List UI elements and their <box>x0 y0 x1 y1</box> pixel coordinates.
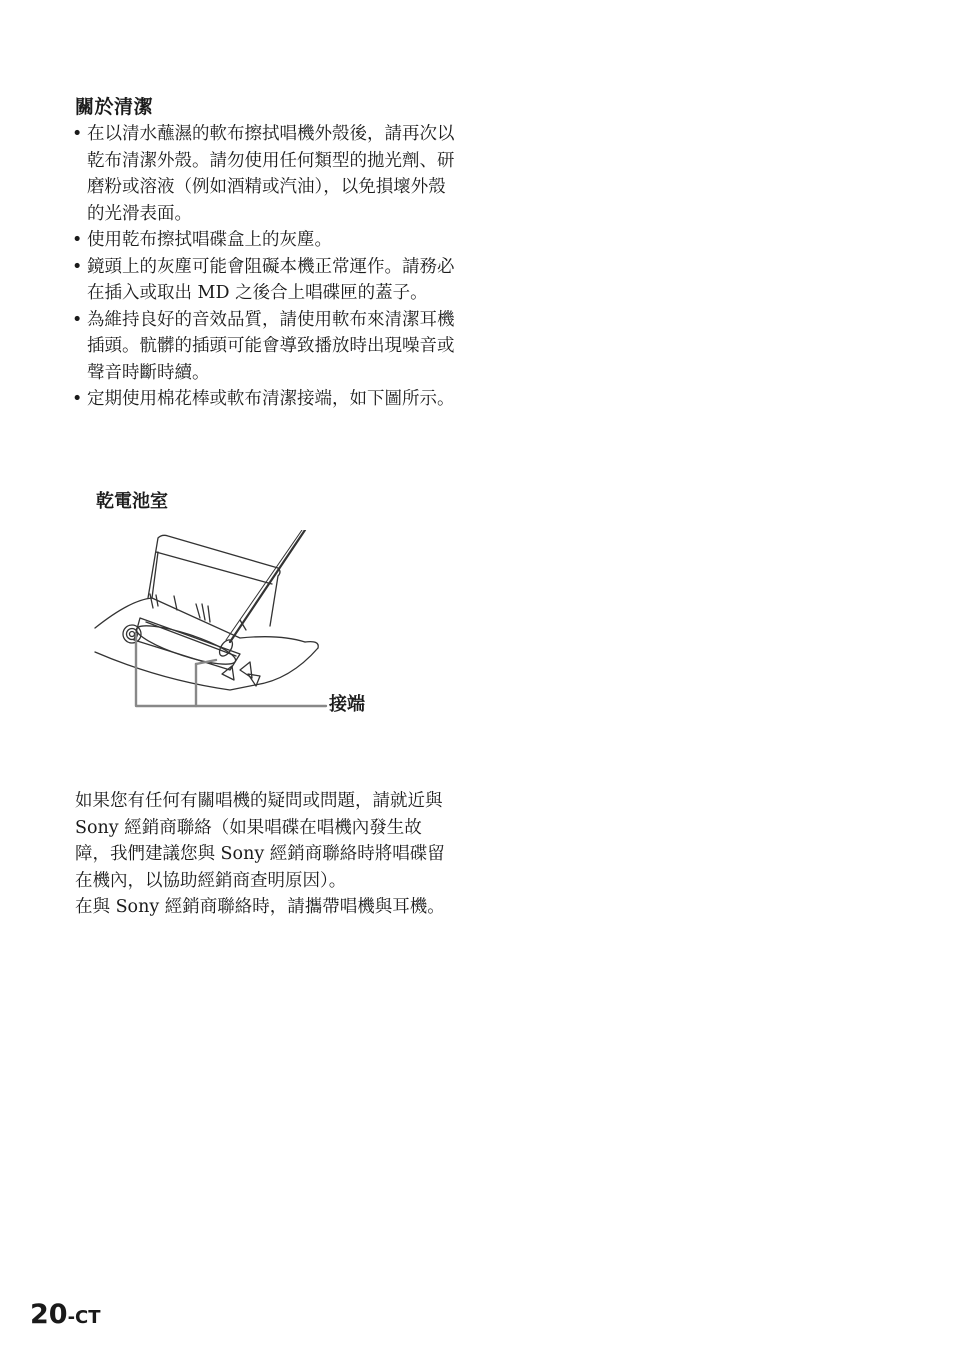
terminal-callout-label: 接端 <box>329 694 365 715</box>
page-number-digits: 20 <box>30 1299 68 1330</box>
list-item: • 定期使用棉花棒或軟布清潔接端，如下圖所示。 <box>72 386 457 413</box>
battery-compartment-illustration <box>90 530 330 715</box>
page-number <box>30 1299 101 1330</box>
list-item: • 為維持良好的音效品質，請使用軟布來清潔耳機插頭。骯髒的插頭可能會導致播放時出現噪音或聲音時斷時續。 <box>72 307 457 387</box>
figure-title: 乾電池室 <box>96 491 168 512</box>
list-item: • 使用乾布擦拭唱碟盒上的灰塵。 <box>72 227 457 254</box>
paragraph: 如果您有任何有關唱機的疑問或問題，請就近與 Sony 經銷商聯絡（如果唱碟在唱機內發生故障，我們建議您與 Sony 經銷商聯絡時將唱碟留在機內，以協助經銷商查明原因）。 <box>75 791 445 891</box>
list-item: • 鏡頭上的灰塵可能會阻礙本機正常運作。請務必在插入或取出 MD 之後合上唱碟匣的蓋子。 <box>72 254 457 307</box>
paragraph: 在與 Sony 經銷商聯絡時，請攜帶唱機與耳機。 <box>75 897 445 917</box>
contact-notes <box>75 788 455 921</box>
list-item: • 在以清水蘸濕的軟布擦拭唱機外殼後，請再次以乾布清潔外殼。請勿使用任何類型的拋光劑、研磨粉或溶液（例如酒精或汽油），以免損壞外殼的光滑表面。 <box>72 121 457 227</box>
page-number-suffix: -CT <box>67 1307 101 1328</box>
cleaning-list <box>72 121 457 413</box>
section-heading: 關於清潔 <box>75 96 154 118</box>
